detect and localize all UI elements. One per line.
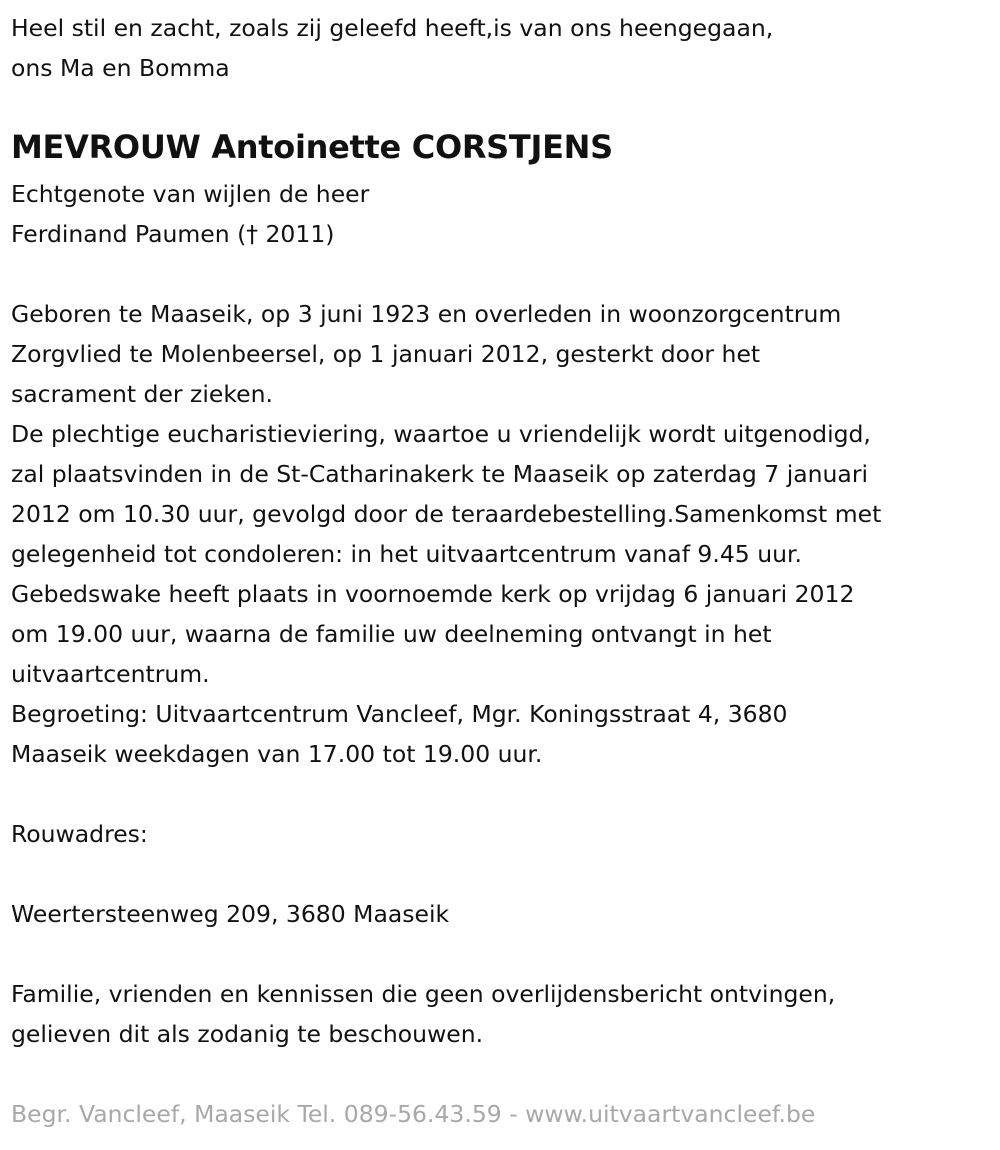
footer-text: Begr. Vancleef, Maaseik Tel. 089-56.43.59 - www.uitvaartvancleef.be [11, 1100, 816, 1128]
spouse-line: Ferdinand Paumen († 2011) [11, 220, 335, 248]
address [11, 894, 449, 934]
intro-line: ons Ma en Bomma [11, 54, 230, 82]
spouse-text [11, 174, 369, 254]
body-line: zal plaatsvinden in de St-Catharinakerk te Maaseik op zaterdag 7 januari [11, 460, 869, 488]
closing-line: gelieven dit als zodanig te beschouwen. [11, 1020, 484, 1048]
body-line: 2012 om 10.30 uur, gevolgd door de teraardebestelling.Samenkomst met [11, 500, 882, 528]
body-line: sacrament der zieken. [11, 380, 273, 408]
address-label [11, 814, 148, 854]
body-line: Begroeting: Uitvaartcentrum Vancleef, Mgr. Koningsstraat 4, 3680 [11, 700, 788, 728]
body-line: Maaseik weekdagen van 17.00 tot 19.00 uur. [11, 740, 543, 768]
closing-text [11, 974, 835, 1054]
body-line: om 19.00 uur, waarna de familie uw deelneming ontvangt in het [11, 620, 772, 648]
body-line: Gebedswake heeft plaats in voornoemde kerk op vrijdag 6 januari 2012 [11, 580, 855, 608]
intro-line: Heel stil en zacht, zoals zij geleefd heeft,is van ons heengegaan, [11, 14, 774, 42]
body-text [11, 294, 881, 774]
address-label-text: Rouwadres: [11, 820, 148, 848]
body-line: gelegenheid tot condoleren: in het uitvaartcentrum vanaf 9.45 uur. [11, 540, 802, 568]
deceased-name: MEVROUW Antoinette CORSTJENS [11, 128, 613, 166]
body-line: Geboren te Maaseik, op 3 juni 1923 en overleden in woonzorgcentrum [11, 300, 842, 328]
body-line: Zorgvlied te Molenbeersel, op 1 januari 2012, gesterkt door het [11, 340, 761, 368]
footer [11, 1094, 815, 1134]
address-text: Weertersteenweg 209, 3680 Maaseik [11, 900, 450, 928]
spouse-line: Echtgenote van wijlen de heer [11, 180, 370, 208]
body-line: De plechtige eucharistieviering, waartoe u vriendelijk wordt uitgenodigd, [11, 420, 871, 448]
body-line: uitvaartcentrum. [11, 660, 210, 688]
closing-line: Familie, vrienden en kennissen die geen overlijdensbericht ontvingen, [11, 980, 836, 1008]
intro-text [11, 8, 773, 88]
